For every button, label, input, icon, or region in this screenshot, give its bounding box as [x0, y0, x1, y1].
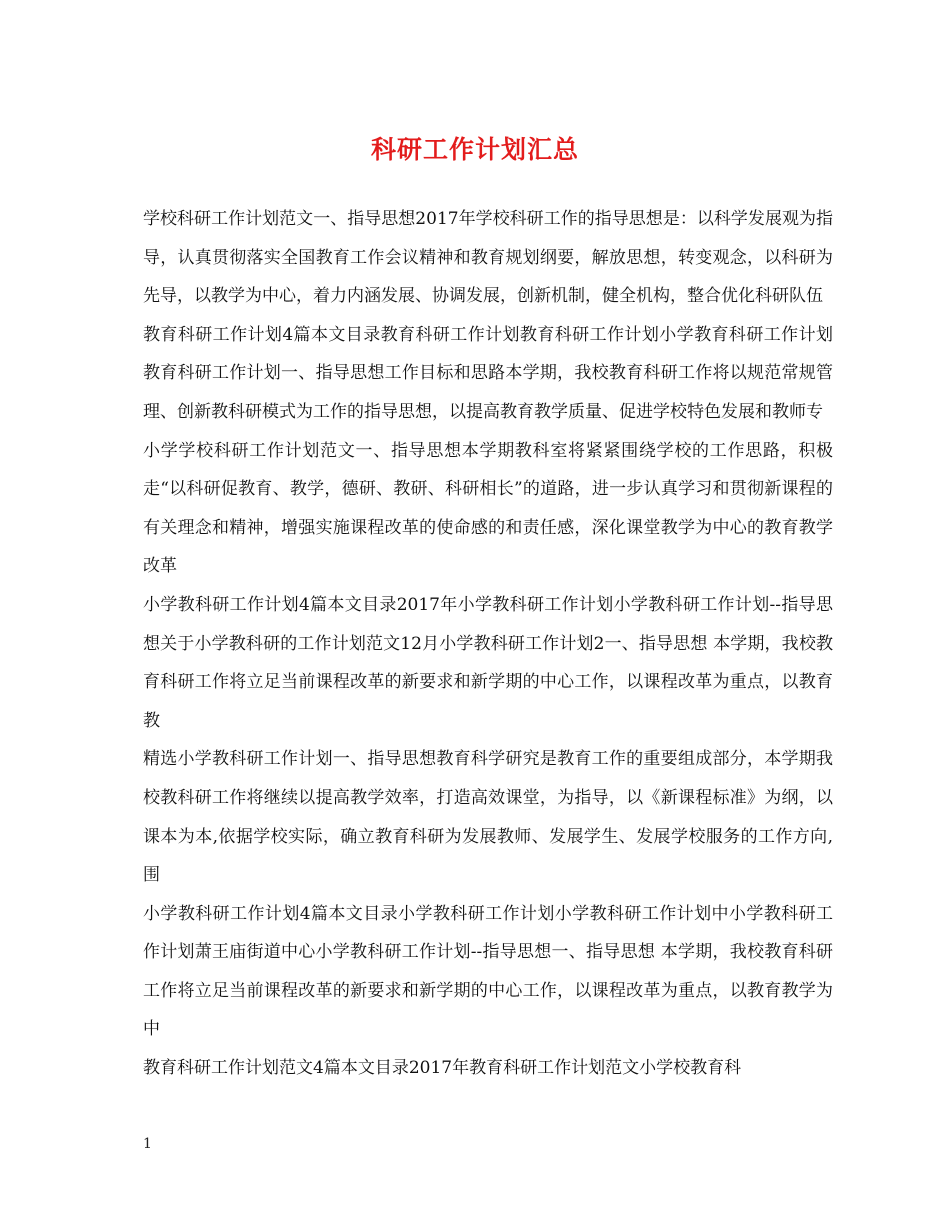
page-number: 1 [143, 1136, 152, 1152]
paragraph-2: 教育科研工作计划4篇本文目录教育科研工作计划教育科研工作计划小学教育科研工作计划教育科研工作计划一、指导思想工作目标和思路本学期，我校教育科研工作将以规范常规管理、创新教科研模式为工作的指导思想，以提高教育教学质量、促进学校特色发展和教师专 [143, 324, 833, 422]
paragraph-3: 小学学校科研工作计划范文一、指导思想本学期教科室将紧紧围绕学校的工作思路，积极走“以科研促教育、教学，德研、教研、科研相长”的道路，进一步认真学习和贯彻新课程的有关理念和精神，增强实施课程改革的使命感的和责任感，深化课堂教学为中心的教育教学改革 [143, 440, 833, 577]
paragraph-4: 小学教科研工作计划4篇本文目录2017年小学教科研工作计划小学教科研工作计划--指导思想关于小学教科研的工作计划范文12月小学教科研工作计划2一、指导思想 本学期，我校教育科研工作将立足当前课程改革的新要求和新学期的中心工作，以课程改革为重点，以教育教 [143, 594, 833, 731]
paragraph-6: 小学教科研工作计划4篇本文目录小学教科研工作计划小学教科研工作计划中小学教科研工作计划萧王庙街道中心小学教科研工作计划--指导思想一、指导思想 本学期，我校教育科研工作将立足当前课程改革的新要求和新学期的中心工作，以课程改革为重点，以教育教学为中 [143, 903, 833, 1040]
paragraph-7: 教育科研工作计划范文4篇本文目录2017年教育科研工作计划范文小学校教育科 [143, 1058, 742, 1079]
paragraph-5: 精选小学教科研工作计划一、指导思想教育科学研究是教育工作的重要组成部分，本学期我校教科研工作将继续以提高教学效率，打造高效课堂，为指导，以《新课程标准》为纲，以课本为本,依据学校实际，确立教育科研为发展教师、发展学生、发展学校服务的工作方向,围 [143, 749, 833, 886]
document-body [143, 200, 833, 1088]
paragraph-1: 学校科研工作计划范文一、指导思想2017年学校科研工作的指导思想是：以科学发展观为指导，认真贯彻落实全国教育工作会议精神和教育规划纲要，解放思想，转变观念，以科研为先导，以教学为中心，着力内涵发展、协调发展，创新机制，健全机构，整合优化科研队伍 [143, 209, 833, 307]
document-title: 科研工作计划汇总 [370, 135, 579, 164]
